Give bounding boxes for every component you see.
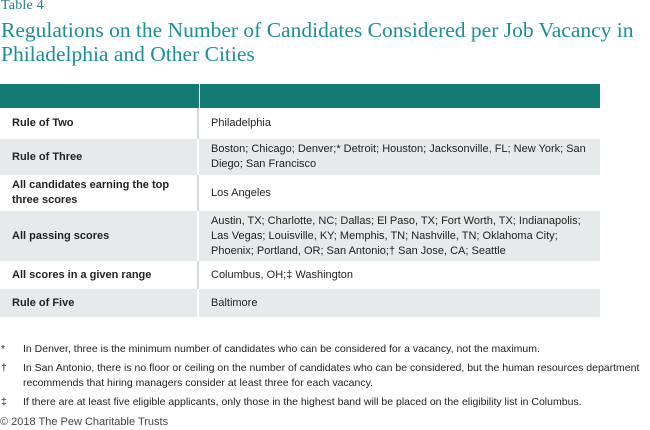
- copyright-notice: © 2018 The Pew Charitable Trusts: [0, 416, 169, 428]
- header-cell-rule: [0, 84, 200, 108]
- table-row: [0, 261, 600, 289]
- rule-cell: All passing scores: [0, 211, 199, 261]
- rule-cell: Rule of Five: [0, 289, 199, 317]
- table-label: Table 4: [1, 0, 44, 13]
- header-cell-cities: [200, 84, 600, 108]
- footnote-symbol: *: [1, 343, 6, 355]
- footnote-text: If there are at least five eligible applicants, only those in the highest band will be placed on the eligibility list in Columbus.: [23, 396, 582, 408]
- table-row: [0, 139, 600, 175]
- cities-cell: Austin, TX; Charlotte, NC; Dallas; El Paso, TX; Fort Worth, TX; Indianapolis; Las Vegas; Louisville, KY; Memphis, TN; Nashville, TN; Oklahoma City; Phoenix; Portland, OR; San Antonio;† San Jose, CA; Seattle: [211, 214, 581, 257]
- rule-cell: Rule of Two: [0, 108, 199, 139]
- rule-cell: All scores in a given range: [0, 261, 199, 289]
- rule-cell: All candidates earning the top three scores: [0, 175, 199, 211]
- cities-cell: Boston; Chicago; Denver;* Detroit; Houston; Jacksonville, FL; New York; San Diego; San Francisco: [211, 143, 586, 170]
- table-row: [0, 289, 600, 317]
- cities-cell: Columbus, OH;‡ Washington: [211, 268, 354, 281]
- rule-cell: Rule of Three: [0, 139, 199, 175]
- footnote-text: In Denver, three is the minimum number of candidates who can be considered for a vacancy, not the maximum.: [23, 343, 540, 355]
- footnote: [0, 342, 640, 357]
- footnote-symbol: †: [1, 362, 7, 374]
- table-row: [0, 175, 600, 211]
- table-header: [0, 84, 600, 108]
- table-row: [0, 108, 600, 139]
- cities-cell: Baltimore: [211, 296, 258, 309]
- footnotes: [0, 342, 640, 414]
- regulations-table: [0, 84, 600, 317]
- table-title: Regulations on the Number of Candidates Considered per Job Vacancy in Philadelphia and Other Cities: [1, 18, 634, 66]
- table-row: [0, 211, 600, 261]
- footnote: [0, 395, 640, 410]
- footnote-text: In San Antonio, there is no floor or ceiling on the number of candidates who can be considered, but the human resources department recommends that hiring managers consider at least three for each vacancy.: [23, 362, 640, 389]
- cities-cell: Los Angeles: [211, 186, 271, 199]
- footnote: [0, 361, 640, 391]
- footnote-symbol: ‡: [1, 396, 7, 408]
- cities-cell: Philadelphia: [211, 117, 271, 129]
